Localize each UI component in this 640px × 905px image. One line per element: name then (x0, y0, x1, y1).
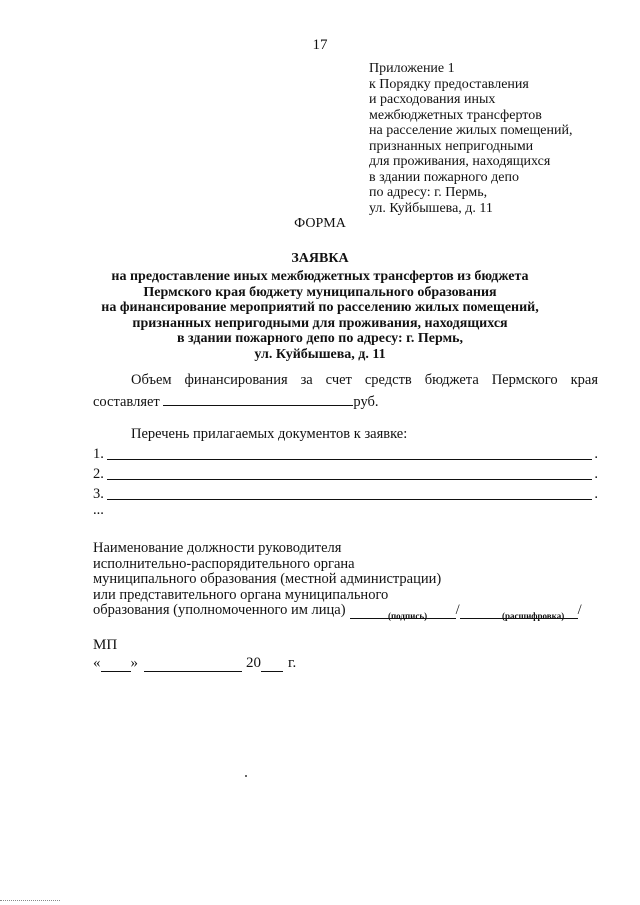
scan-speck (245, 775, 247, 777)
official-position-block (93, 541, 582, 619)
document-item: 2. . (93, 466, 598, 482)
decoding-caption: (расшифровка) (502, 611, 565, 621)
subtitle-line: признанных непригодными для проживания, находящихся (132, 315, 508, 331)
position-line: образования (уполномоченного им лица) (93, 602, 346, 618)
day-field[interactable] (101, 658, 131, 672)
appendix-line: Приложение 1 (369, 61, 455, 76)
document-item-number: 1. (93, 446, 104, 462)
signature-separator-end: / (577, 602, 582, 618)
funding-amount-field[interactable] (163, 391, 353, 406)
month-field[interactable] (144, 658, 242, 672)
position-line: Наименование должности руководителя (93, 540, 342, 556)
subtitle-line: в здании пожарного депо по адресу: г. Пермь, (176, 331, 464, 346)
appendix-line: межбюджетных трансфертов (369, 107, 542, 123)
year-prefix: 20 (246, 655, 261, 671)
document-item-field[interactable] (107, 465, 592, 480)
signature-separator: / (455, 602, 460, 618)
appendix-line: ул. Куйбышева, д. 11 (369, 200, 493, 216)
funding-text: Объем финансирования за счет средств бюджета Пермского края (131, 372, 598, 388)
document-subtitle (60, 269, 580, 362)
subtitle-line: Пермского края бюджету муниципального образования (143, 284, 497, 300)
documents-heading: Перечень прилагаемых документов к заявке: (131, 426, 408, 442)
funding-paragraph (93, 369, 598, 413)
appendix-line: на расселение жилых помещений, (369, 123, 573, 138)
year-suffix: г. (288, 655, 297, 671)
position-line: или представительного органа муниципального (93, 586, 389, 603)
funding-amount-row (93, 391, 598, 413)
date-open-quote: « (93, 655, 101, 671)
funding-prefix: составляет (93, 394, 160, 410)
document-item: 3. . (93, 486, 598, 502)
document-title: ЗАЯВКА (291, 251, 349, 266)
document-item-field[interactable] (107, 485, 592, 500)
documents-ellipsis: ... (93, 502, 104, 518)
stamp-placeholder: МП (93, 637, 118, 653)
appendix-line: в здании пожарного депо (369, 169, 519, 185)
position-line: исполнительно-распорядительного органа (93, 555, 355, 572)
appendix-line: к Порядку предоставления (369, 76, 529, 92)
date-close-quote: » (130, 655, 138, 671)
page-number: 17 (312, 37, 328, 53)
appendix-line: и расходования иных (369, 92, 496, 107)
document-item-field[interactable] (107, 445, 592, 460)
subtitle-line: на финансирование мероприятий по расселению жилых помещений, (101, 300, 539, 315)
date-line (93, 655, 296, 672)
document-item-number: 3. (93, 486, 104, 502)
appendix-line: для проживания, находящихся (369, 154, 551, 169)
subtitle-line: ул. Куйбышева, д. 11 (254, 346, 386, 362)
year-field[interactable] (261, 658, 283, 672)
funding-currency: руб. (353, 394, 379, 410)
signature-caption: (подпись) (388, 611, 428, 621)
document-item: 1. . (93, 446, 598, 462)
document-item-number: 2. (93, 466, 104, 482)
appendix-block (369, 61, 572, 216)
appendix-line: по адресу: г. Пермь, (369, 185, 488, 200)
form-label: ФОРМА (294, 216, 346, 231)
subtitle-line: на предоставление иных межбюджетных трансфертов из бюджета (111, 269, 529, 284)
scan-edge-mark (0, 900, 60, 901)
appendix-line: признанных непригодными (369, 138, 534, 154)
position-line: муниципального образования (местной администрации) (93, 571, 442, 587)
